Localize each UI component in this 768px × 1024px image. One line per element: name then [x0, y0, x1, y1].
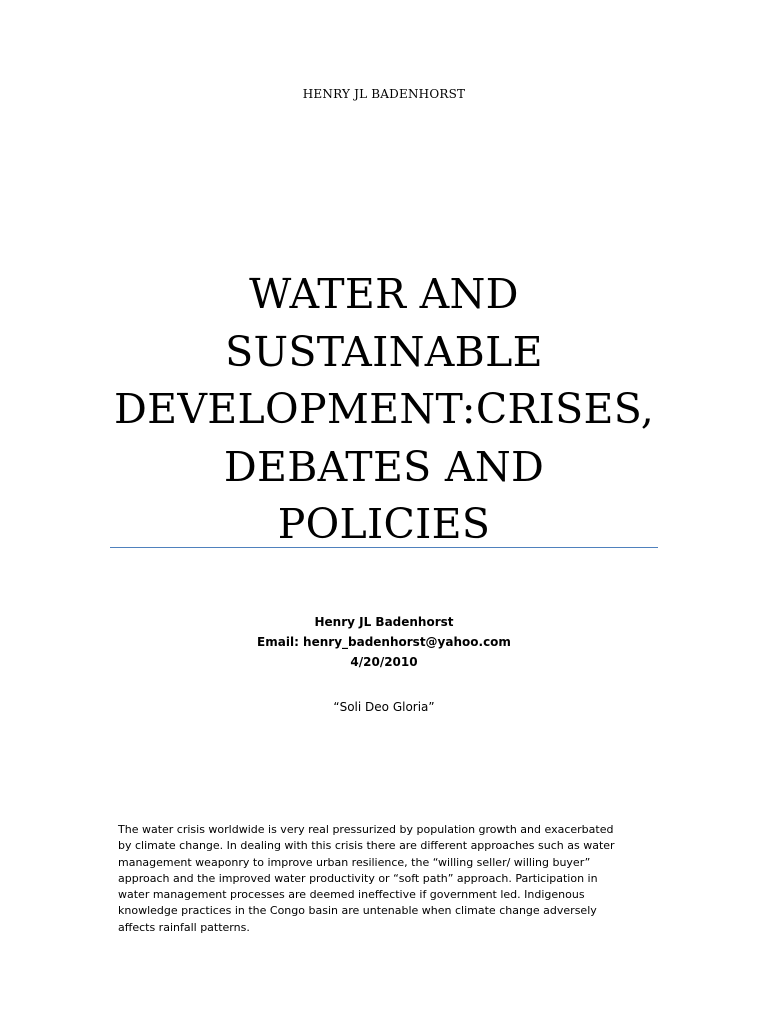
title-line: DEVELOPMENT:CRISES,: [113, 385, 655, 433]
abstract-line: affects rainfall patterns.: [118, 920, 250, 934]
title-line: SUSTAINABLE: [225, 327, 543, 376]
title-line: WATER AND: [249, 270, 519, 318]
author-name: Henry JL Badenhorst: [314, 615, 454, 629]
author-email: Email: henry_badenhorst@yahoo.com: [257, 635, 511, 649]
byline: [0, 612, 768, 672]
abstract-line: The water crisis worldwide is very real pressurized by population growth and exacerbated: [118, 823, 614, 836]
document-title: [110, 266, 658, 554]
abstract-line: approach and the improved water productivity or “soft path” approach. Participation in: [118, 871, 598, 885]
running-header-author: HENRY JL BADENHORST: [302, 87, 466, 101]
abstract-line: knowledge practices in the Congo basin are untenable when climate change adversely: [118, 904, 597, 918]
abstract-paragraph: [118, 822, 648, 936]
abstract-line: by climate change. In dealing with this crisis there are different approaches such as water: [118, 839, 615, 853]
title-divider: [110, 547, 658, 548]
publication-date: 4/20/2010: [350, 655, 418, 669]
motto: “Soli Deo Gloria”: [333, 700, 435, 714]
abstract-line: management weaponry to improve urban resilience, the “willing seller/ willing buyer”: [118, 855, 591, 869]
title-line: POLICIES: [277, 500, 491, 548]
abstract-line: water management processes are deemed ineffective if government led. Indigenous: [118, 888, 585, 902]
title-line: DEBATES AND: [223, 442, 545, 491]
